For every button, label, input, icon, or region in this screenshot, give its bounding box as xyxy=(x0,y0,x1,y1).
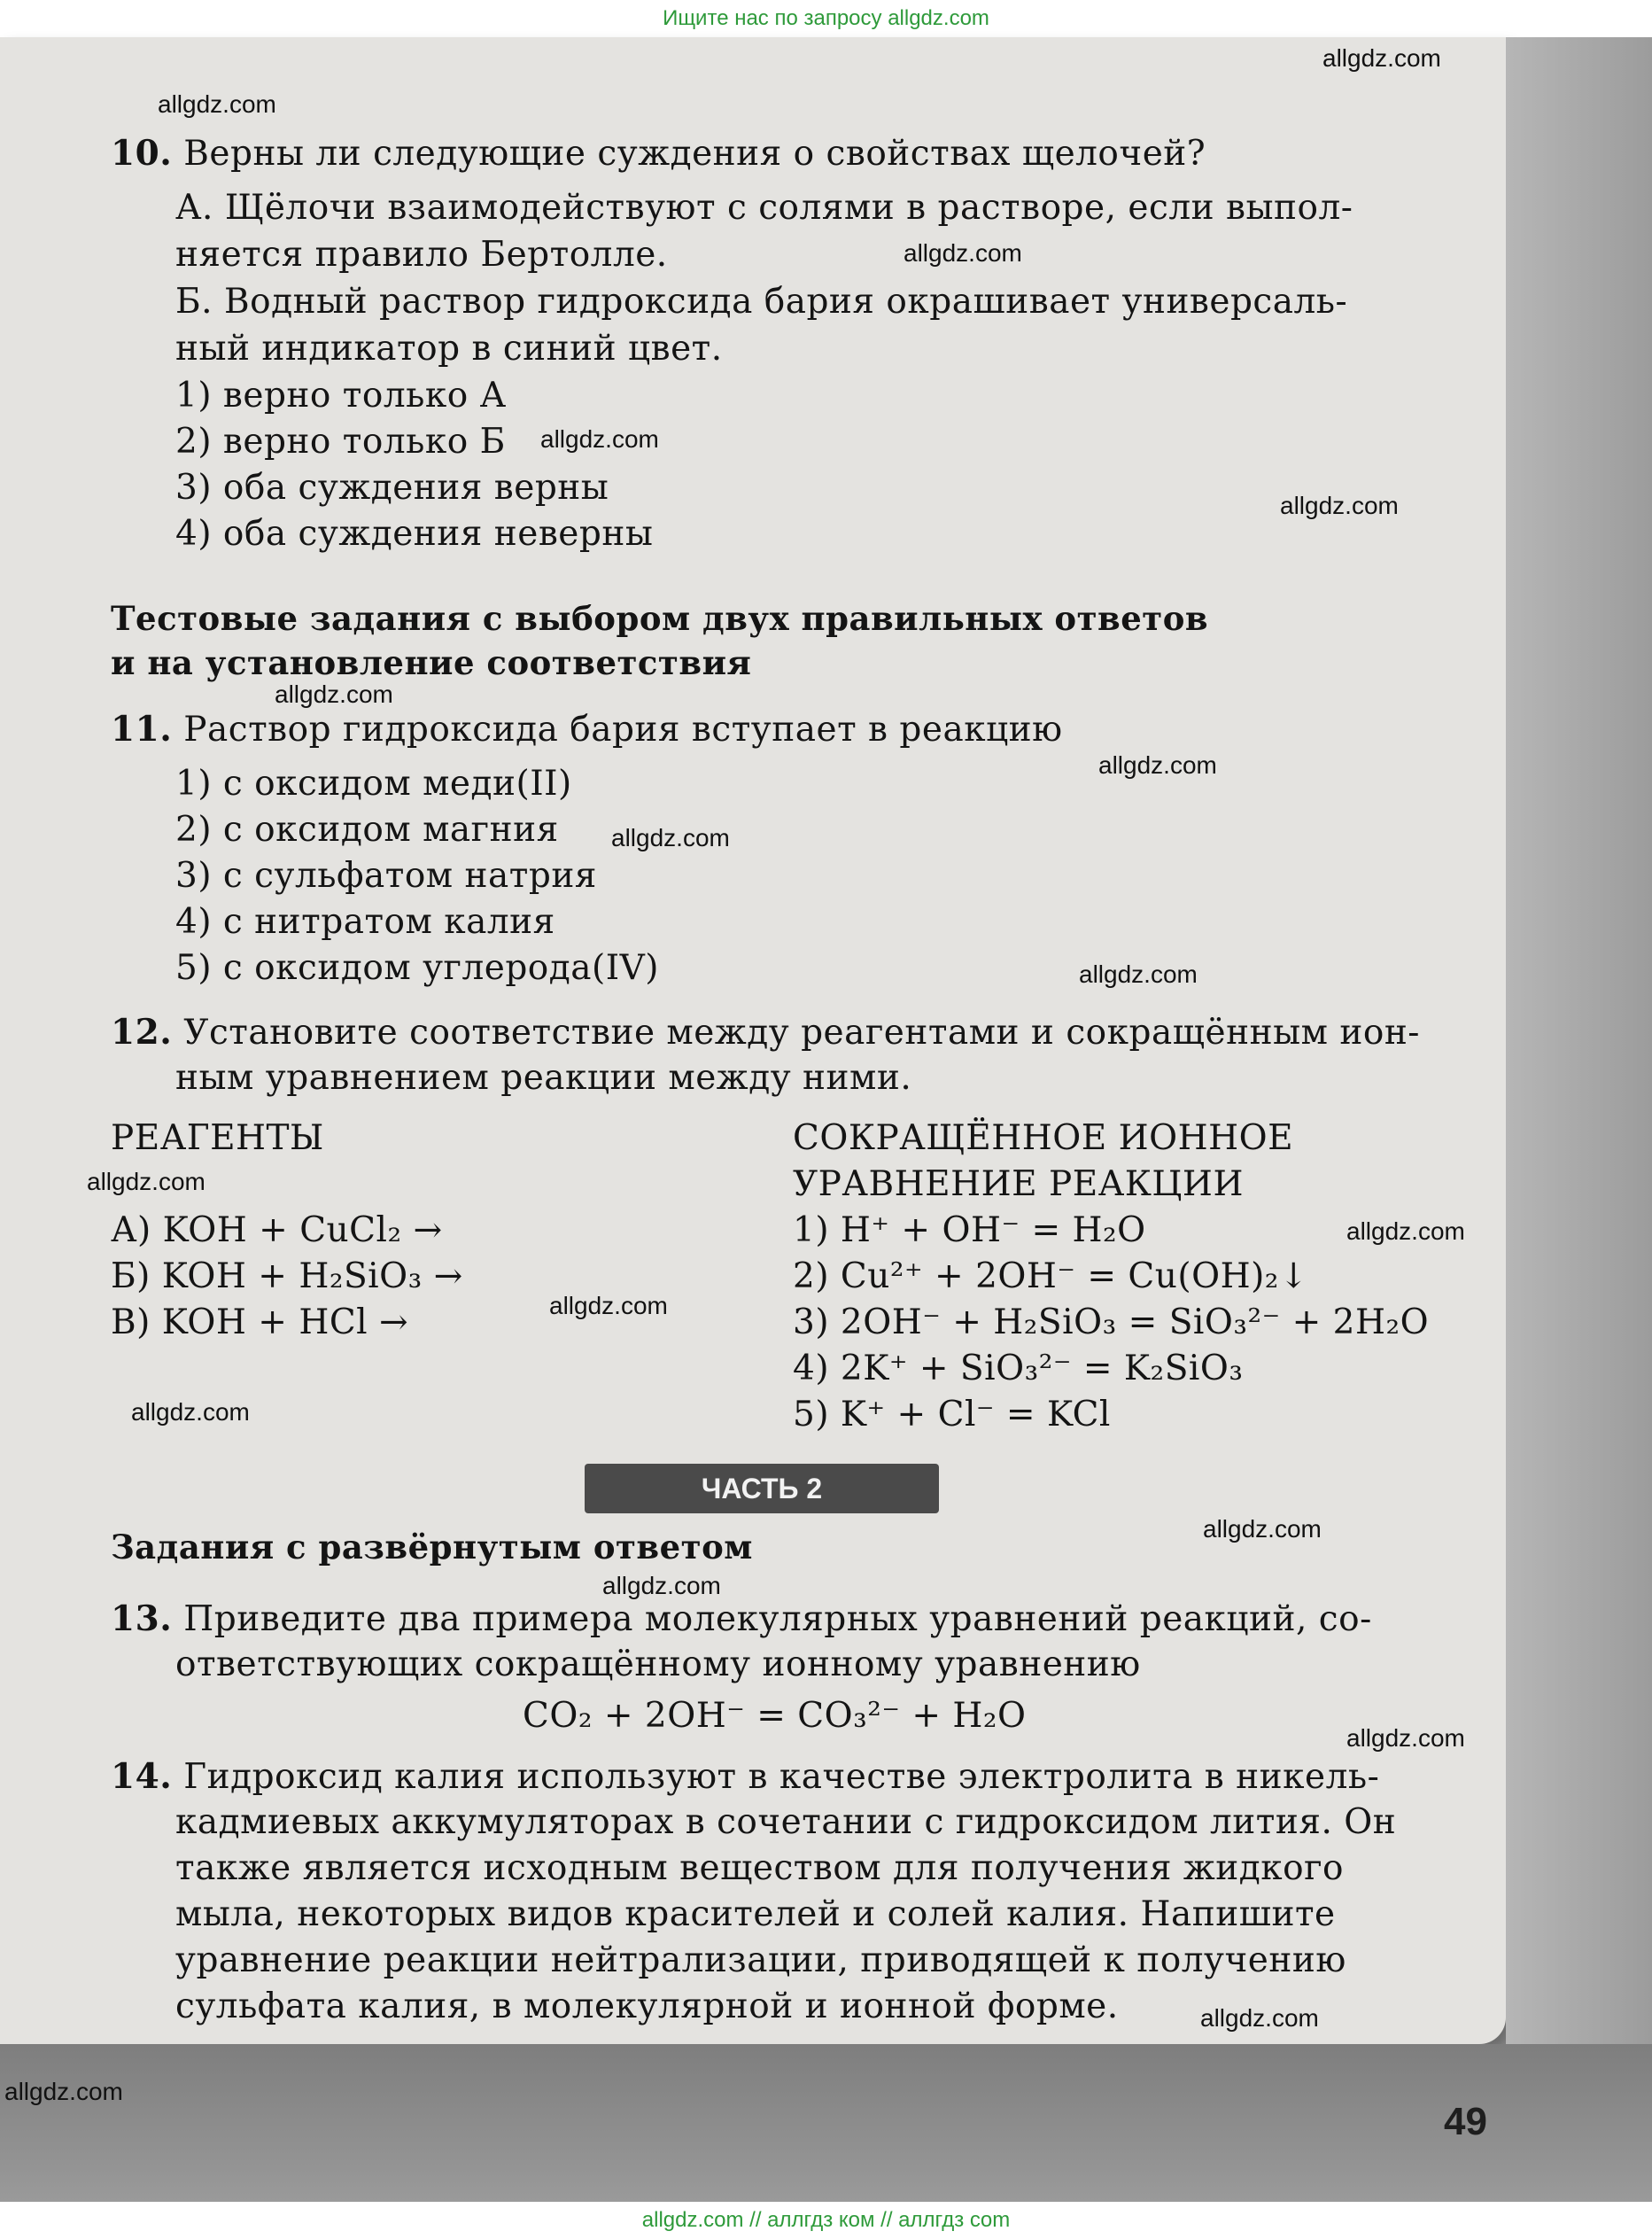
q10-option-1: 1) верно только А xyxy=(175,376,507,416)
statement-a-line-1: А. Щёлочи взаимодействуют с солями в растворе, если выпол- xyxy=(175,188,1353,228)
question-number: 12. xyxy=(111,1012,173,1053)
question-10 xyxy=(111,133,1206,174)
question-text: Верны ли следующие суждения о свойствах щелочей? xyxy=(183,134,1206,174)
page-number: 49 xyxy=(1444,2100,1487,2143)
reagents-header: РЕАГЕНТЫ xyxy=(111,1118,324,1158)
question-text: Раствор гидроксида бария вступает в реакцию xyxy=(183,710,1063,750)
question-14-line-5: уравнение реакции нейтрализации, приводящей к получению xyxy=(175,1940,1346,1980)
equations-header-line-1: СОКРАЩЁННОЕ ИОННОЕ xyxy=(793,1118,1294,1158)
question-14-line-4: мыла, некоторых видов красителей и солей калия. Напишите xyxy=(175,1894,1336,1934)
watermark: allgdz.com xyxy=(1200,2004,1319,2032)
equation-1: 1) H⁺ + OH⁻ = H₂O xyxy=(793,1210,1146,1250)
section-heading-extended: Задания с развёрнутым ответом xyxy=(111,1528,753,1567)
watermark: allgdz.com xyxy=(1322,44,1441,72)
section-heading-line-1: Тестовые задания с выбором двух правильных ответов xyxy=(111,599,1209,638)
equation-2: 2) Cu²⁺ + 2OH⁻ = Cu(OH)₂↓ xyxy=(793,1256,1309,1296)
question-14-line-2: кадмиевых аккумуляторах в сочетании с гидроксидом лития. Он xyxy=(175,1802,1397,1842)
q11-option-3: 3) с сульфатом натрия xyxy=(175,856,597,896)
question-12 xyxy=(111,1012,1420,1053)
watermark: allgdz.com xyxy=(904,239,1022,267)
statement-a-line-2: няется правило Бертолле. xyxy=(175,235,668,275)
watermark: allgdz.com xyxy=(1280,492,1399,519)
question-11 xyxy=(111,709,1063,750)
reagent-c: В) KOH + HCl → xyxy=(111,1302,409,1342)
watermark: allgdz.com xyxy=(540,425,659,453)
part-2-badge: ЧАСТЬ 2 xyxy=(585,1464,939,1513)
page-edge-shadow xyxy=(1506,37,1652,2044)
question-14-line-6: сульфата калия, в молекулярной и ионной форме. xyxy=(175,1986,1119,2026)
watermark: allgdz.com xyxy=(4,2078,123,2105)
question-text: Установите соответствие между реагентами и сокращённым ион- xyxy=(183,1013,1420,1053)
watermark: allgdz.com xyxy=(611,824,730,851)
q11-option-1: 1) с оксидом меди(II) xyxy=(175,764,572,804)
question-number: 11. xyxy=(111,709,173,750)
q11-option-5: 5) с оксидом углерода(IV) xyxy=(175,948,660,988)
equation-4: 4) 2K⁺ + SiO₃²⁻ = K₂SiO₃ xyxy=(793,1349,1244,1388)
question-number: 14. xyxy=(111,1756,173,1797)
watermark: allgdz.com xyxy=(1203,1515,1322,1543)
question-14-line-3: также является исходным веществом для получения жидкого xyxy=(175,1848,1345,1888)
q10-option-2: 2) верно только Б xyxy=(175,422,506,462)
watermark: allgdz.com xyxy=(1079,960,1198,988)
equation-5: 5) K⁺ + Cl⁻ = KCl xyxy=(793,1395,1111,1434)
question-number: 13. xyxy=(111,1598,173,1639)
q10-option-4: 4) оба суждения неверны xyxy=(175,514,654,554)
question-13-text-line-2: ответствующих сокращённому ионному уравнению xyxy=(175,1644,1141,1684)
watermark: allgdz.com xyxy=(275,680,393,708)
q11-option-2: 2) с оксидом магния xyxy=(175,810,559,850)
q10-option-3: 3) оба суждения верны xyxy=(175,468,609,508)
watermark: allgdz.com xyxy=(602,1572,721,1599)
question-13 xyxy=(111,1598,1372,1639)
statement-b-line-2: ный индикатор в синий цвет. xyxy=(175,329,723,369)
equations-header-line-2: УРАВНЕНИЕ РЕАКЦИИ xyxy=(793,1164,1244,1204)
watermark: allgdz.com xyxy=(549,1292,668,1319)
equation-3: 3) 2OH⁻ + H₂SiO₃ = SiO₃²⁻ + 2H₂O xyxy=(793,1302,1430,1342)
question-text: Приведите два примера молекулярных уравнений реакций, со- xyxy=(183,1599,1372,1639)
reagent-a: А) KOH + CuCl₂ → xyxy=(111,1210,443,1250)
watermark: allgdz.com xyxy=(1346,1724,1465,1752)
reagent-b: Б) KOH + H₂SiO₃ → xyxy=(111,1256,463,1296)
q11-option-4: 4) с нитратом калия xyxy=(175,902,555,942)
question-number: 10. xyxy=(111,133,173,174)
watermark: allgdz.com xyxy=(131,1398,250,1426)
question-14 xyxy=(111,1756,1379,1797)
watermark: allgdz.com xyxy=(1098,751,1217,779)
scan-background xyxy=(0,2044,1652,2202)
statement-b-line-1: Б. Водный раствор гидроксида бария окрашивает универсаль- xyxy=(175,282,1348,322)
watermark: allgdz.com xyxy=(158,90,276,118)
section-heading-line-2: и на установление соответствия xyxy=(111,643,752,682)
question-12-text-line-2: ным уравнением реакции между ними. xyxy=(175,1058,912,1098)
watermark: allgdz.com xyxy=(87,1168,206,1195)
question-text: Гидроксид калия используют в качестве электролита в никель- xyxy=(183,1757,1380,1797)
site-banner-top[interactable]: Ищите нас по запросу allgdz.com xyxy=(0,0,1652,37)
ionic-equation: CO₂ + 2OH⁻ = CO₃²⁻ + H₂O xyxy=(523,1696,1027,1736)
site-banner-bottom[interactable]: allgdz.com // аллгдз ком // аллгдз com xyxy=(0,2202,1652,2239)
watermark: allgdz.com xyxy=(1346,1217,1465,1245)
